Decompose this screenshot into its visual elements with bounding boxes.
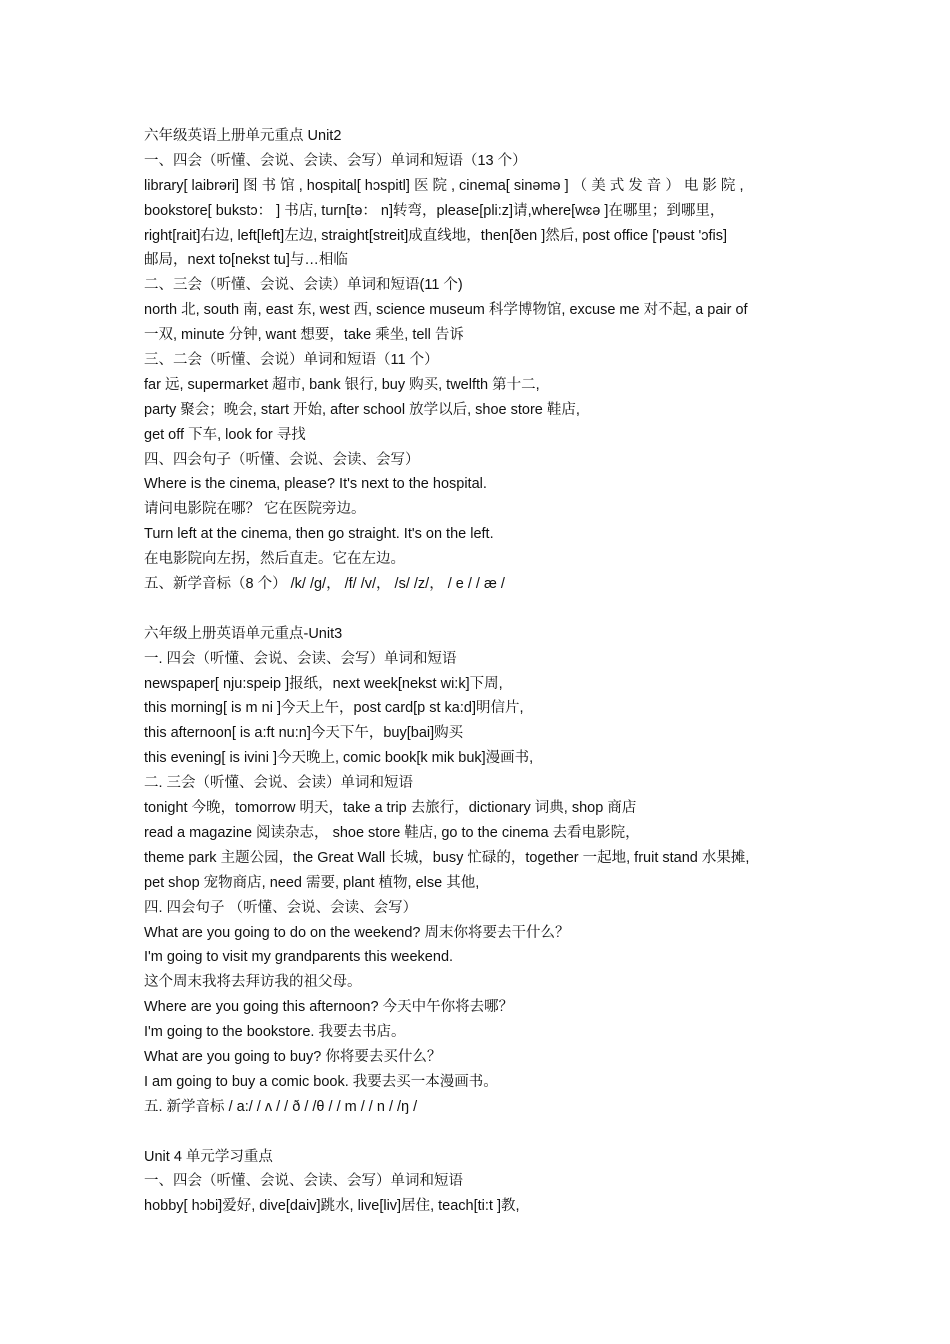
text-line: 请问电影院在哪？ 它在医院旁边。 xyxy=(144,501,366,518)
text-line: hobby[ hɔbi]爱好, dive[daiv]跳水, live[liv]居住, teach[ti:t ]教, xyxy=(144,1198,520,1215)
text-line: 在电影院向左拐，然后直走。它在左边。 xyxy=(144,551,405,568)
text-line: I'm going to visit my grandparents this weekend. xyxy=(144,949,454,966)
text-line: bookstore[ bukstɔ： ] 书店, turn[tə： n]转弯，please[pli:z]请,where[wɛə ]在哪里；到哪里， xyxy=(144,202,725,219)
text-line: north 北, south 南, east 东, west 西, science museum 科学博物馆, excuse me 对不起, a pair of xyxy=(144,302,748,319)
text-line: library[ laibrəri] 图 书 馆 , hospital[ hɔspitl] 医 院 , cinema[ sinəmə ] （ 美 式 发 音 ） 电 影 院 , xyxy=(144,177,744,194)
text-line: I am going to buy a comic book. 我要去买一本漫画书。 xyxy=(144,1073,498,1090)
text-line: 一. 四会（听懂、会说、会读、会写）单词和短语 xyxy=(144,650,457,667)
text-line: get off 下车, look for 寻找 xyxy=(144,426,306,443)
text-line: 一、四会（听懂、会说、会读、会写）单词和短语（13 个） xyxy=(144,152,527,169)
text-line: this afternoon[ is a:ft nu:n]今天下午，buy[bai]购买 xyxy=(144,725,464,742)
text-line: tonight 今晚，tomorrow 明天，take a trip 去旅行，dictionary 词典, shop 商店 xyxy=(144,800,637,817)
document-body xyxy=(144,124,814,1219)
text-line: 五、新学音标（8 个） /k/ /g/， /f/ /v/， /s/ /z/， / e / / æ / xyxy=(144,576,505,593)
text-line: this evening[ is ivini ]今天晚上, comic book[k mik buk]漫画书, xyxy=(144,750,534,767)
text-line: 三、二会（听懂、会说）单词和短语（11 个） xyxy=(144,352,439,369)
text-line: 一双, minute 分钟, want 想要，take 乘坐, tell 告诉 xyxy=(144,327,464,344)
text-line: 二、三会（听懂、会说、会读）单词和短语(11 个) xyxy=(144,277,463,294)
text-line: Where is the cinema, please? It's next to the hospital. xyxy=(144,476,487,493)
text-line: 五. 新学音标 / a:/ / ʌ / / ð / /θ / / m / / n / /ŋ / xyxy=(144,1098,418,1115)
text-line: newspaper[ nju:speip ]报纸，next week[nekst wi:k]下周, xyxy=(144,675,503,692)
text-line: 这个周末我将去拜访我的祖父母。 xyxy=(144,974,362,991)
text-line: 邮局，next to[nekst tu]与…相临 xyxy=(144,252,348,269)
text-line: read a magazine 阅读杂志， shoe store 鞋店, go to the cinema 去看电影院， xyxy=(144,824,640,841)
text-line: party 聚会；晚会, start 开始, after school 放学以后, shoe store 鞋店, xyxy=(144,401,580,418)
text-line: 四、四会句子（听懂、会说、会读、会写） xyxy=(144,451,420,468)
text-line: Turn left at the cinema, then go straight. It's on the left. xyxy=(144,526,494,543)
text-line: What are you going to buy? 你将要去买什么？ xyxy=(144,1048,442,1065)
text-line: I'm going to the bookstore. 我要去书店。 xyxy=(144,1024,406,1041)
text-line: 六年级上册英语单元重点-Unit3 xyxy=(144,625,343,642)
text-line: right[rait]右边, left[left]左边, straight[streit]成直线地，then[ðen ]然后, post office ['pəust 'ɔfis] xyxy=(144,227,728,244)
text-line: far 远, supermarket 超市, bank 银行, buy 购买, twelfth 第十二, xyxy=(144,376,540,393)
text-line: this morning[ is m ni ]今天上午，post card[p st ka:d]明信片, xyxy=(144,700,524,717)
text-line: Unit 4 单元学习重点 xyxy=(144,1148,273,1165)
text-line: What are you going to do on the weekend? 周末你将要去干什么？ xyxy=(144,924,570,941)
blank-line xyxy=(144,597,814,622)
text-line: pet shop 宠物商店, need 需要, plant 植物, else 其他, xyxy=(144,874,480,891)
text-line: 二. 三会（听懂、会说、会读）单词和短语 xyxy=(144,775,414,792)
text-line: 一、四会（听懂、会说、会读、会写）单词和短语 xyxy=(144,1173,463,1190)
blank-line xyxy=(144,1120,814,1145)
text-line: 六年级英语上册单元重点 Unit2 xyxy=(144,128,342,144)
text-line: Where are you going this afternoon? 今天中午你将去哪？ xyxy=(144,999,514,1016)
text-line: 四. 四会句子 （听懂、会说、会读、会写） xyxy=(144,899,418,916)
text-line: theme park 主题公园，the Great Wall 长城，busy 忙碌的，together 一起地, fruit stand 水果摊, xyxy=(144,849,750,866)
